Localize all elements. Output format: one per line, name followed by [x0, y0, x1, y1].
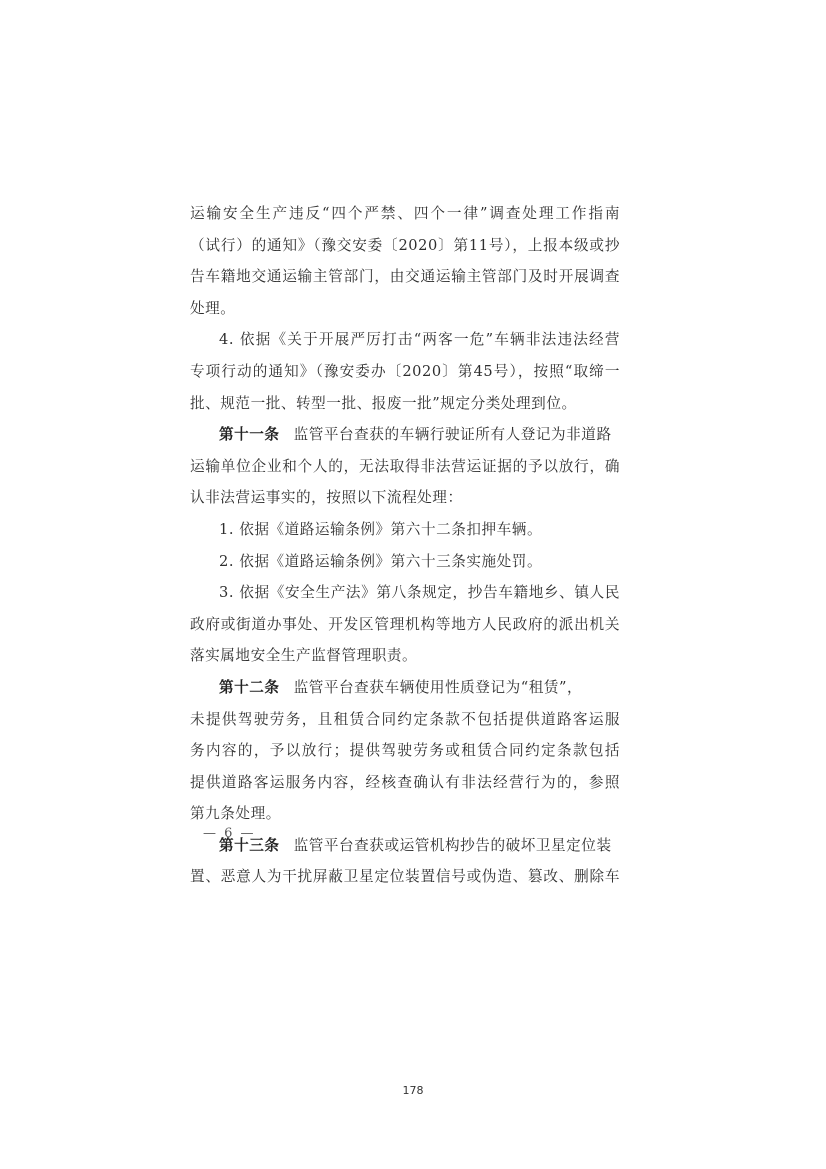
text-line: 处理。 — [190, 299, 236, 317]
article-text: 监管平台查获的车辆行驶证所有人登记为非道路 — [293, 426, 612, 444]
text-line: 3. 依据《安全生产法》第八条规定，抄告车籍地乡、镇人民 — [219, 584, 620, 602]
body-text — [190, 198, 620, 893]
article-text: 监管平台查获车辆使用性质登记为“租赁”， — [293, 678, 583, 696]
text-line: 第九条处理。 — [190, 805, 281, 823]
page-number: 178 — [402, 1084, 424, 1097]
text-line: 运输安全生产违反“四个严禁、四个一律”调查处理工作指南 — [190, 205, 620, 222]
text-line: （试行）的通知》（豫交安委〔2020〕第11号），上报本级或抄 — [190, 236, 620, 254]
article-heading: 第十一条 — [219, 426, 280, 444]
text-line: 2. 依据《道路运输条例》第六十三条实施处罚。 — [219, 552, 543, 570]
text-line: 1. 依据《道路运输条例》第六十二条扣押车辆。 — [219, 520, 543, 538]
text-line: 运输单位企业和个人的，无法取得非法营运证据的予以放行，确 — [190, 457, 620, 475]
text-line: 落实属地安全生产监督管理职责。 — [190, 647, 418, 665]
article-line — [190, 672, 620, 704]
folio-number: — 6 — — [203, 826, 256, 841]
article-heading: 第十三条 — [219, 836, 280, 854]
text-line: 告车籍地交通运输主管部门，由交通运输主管部门及时开展调查 — [190, 268, 620, 286]
text-line: 提供道路客运服务内容，经核查确认有非法经营行为的，参照 — [190, 773, 620, 791]
article-line — [190, 419, 620, 451]
article-text: 监管平台查获或运管机构抄告的破坏卫星定位装 — [293, 836, 612, 854]
article-heading: 第十二条 — [219, 678, 280, 696]
text-line: 置、恶意人为干扰屏蔽卫星定位装置信号或伪造、篡改、删除车 — [190, 868, 620, 886]
text-line: 认非法营运事实的，按照以下流程处理： — [190, 489, 463, 507]
text-line: 4. 依据《关于开展严厉打击“两客一危”车辆非法违法经营 — [219, 331, 620, 349]
text-line: 政府或街道办事处、开发区管理机构等地方人民政府的派出机关 — [190, 615, 620, 633]
text-line: 批、规范一批、转型一批、报废一批”规定分类处理到位。 — [190, 394, 577, 412]
text-line: 专项行动的通知》（豫安委办〔2020〕第45号），按照“取缔一 — [190, 362, 620, 380]
text-line: 务内容的，予以放行；提供驾驶劳务或租赁合同约定条款包括 — [190, 742, 620, 760]
text-line: 未提供驾驶劳务，且租赁合同约定条款不包括提供道路客运服 — [190, 710, 620, 728]
